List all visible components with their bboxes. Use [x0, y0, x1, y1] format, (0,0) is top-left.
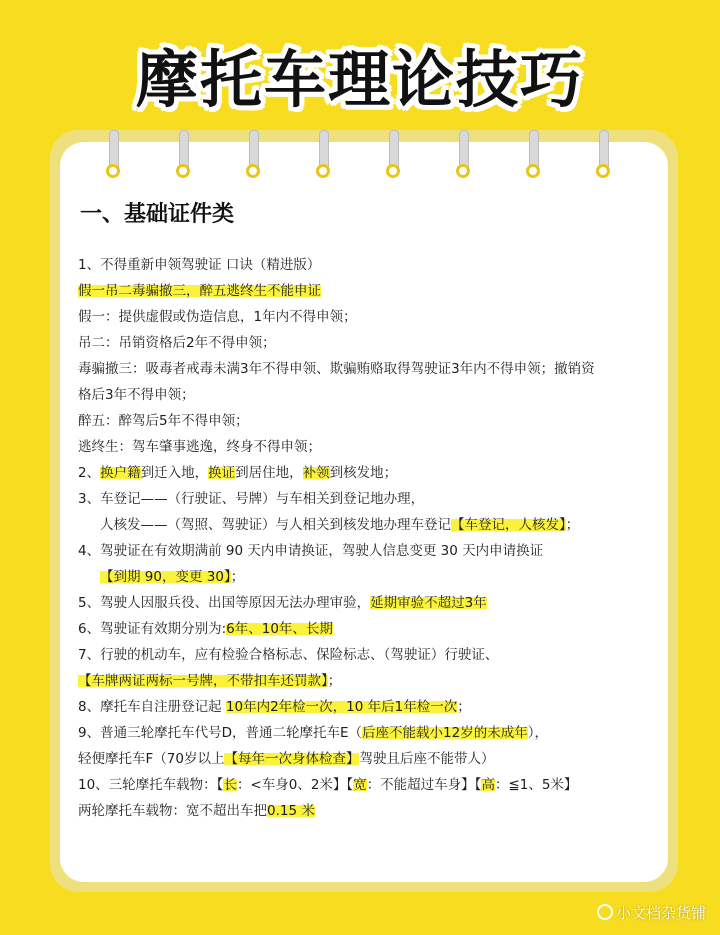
text-line: [78, 278, 662, 304]
binder-ring: [456, 130, 470, 180]
line-text: 2、: [78, 465, 101, 481]
highlighted-text: 延期审验不超过3年: [370, 595, 487, 611]
text-line: [78, 538, 662, 564]
binder-ring: [316, 130, 330, 180]
highlighted-text: 0.15 米: [267, 803, 315, 819]
highlighted-text: 宽: [353, 777, 367, 793]
line-text: 7、行驶的机动车，应有检验合格标志、保险标志、（驾驶证）行驶证、: [78, 647, 499, 663]
text-line: [78, 590, 662, 616]
highlighted-text: 10年内2年检一次，10 年后1年检一次: [225, 699, 458, 715]
line-text: 4、驾驶证在有效期满前 90 天内申请换证，驾驶人信息变更 30 天内申请换证: [78, 543, 544, 559]
line-text: ；: [230, 569, 245, 585]
content-lines: [78, 252, 662, 824]
highlighted-text: 【到期 90，变更 30】: [100, 569, 231, 585]
text-line: [78, 486, 662, 512]
highlighted-text: 6年、10年、长期: [226, 621, 333, 637]
line-text: ；: [565, 517, 580, 533]
binder-ring: [596, 130, 610, 180]
text-line: [78, 564, 662, 590]
text-line: [78, 694, 662, 720]
text-line: [78, 772, 662, 798]
line-text: 吊二：吊销资格后2年不得申领；: [78, 335, 276, 351]
line-text: ；: [327, 673, 342, 689]
text-line: [78, 408, 662, 434]
highlighted-text: 高: [481, 777, 495, 793]
binder-ring: [246, 130, 260, 180]
text-line: [78, 746, 662, 772]
line-text: 人核发——（驾照、驾驶证）与人相关到核发地办理车登记: [100, 517, 451, 533]
text-line: [78, 382, 662, 408]
line-text: ：≦1、5米】: [494, 777, 578, 793]
line-text: 毒骗撤三：吸毒者戒毒未满3年不得申领、欺骗贿赂取得驾驶证3年内不得申领；撤销资: [78, 361, 595, 377]
line-text: ：不能超过车身】【: [366, 777, 482, 793]
text-line: [78, 460, 662, 486]
text-line: [78, 642, 662, 668]
binder-ring: [526, 130, 540, 180]
line-text: 3、车登记——（行驶证、号牌）与车相关到登记地办理，: [78, 491, 425, 507]
line-text: 到迁入地，: [140, 465, 209, 481]
highlighted-text: 【车登记，人核发】: [451, 517, 566, 533]
text-line: [78, 356, 662, 382]
line-text: ；: [457, 699, 471, 715]
line-text: 5、驾驶人因服兵役、出国等原因无法办理审验，: [78, 595, 371, 611]
line-text: 假一：提供虚假或伪造信息，1年内不得申领；: [78, 309, 357, 325]
text-line: [78, 668, 662, 694]
line-text: 逃终生：驾车肇事逃逸，终身不得申领；: [78, 439, 321, 455]
highlighted-text: 长: [223, 777, 237, 793]
line-text: ：<车身0、2米】【: [236, 777, 354, 793]
highlighted-text: 换户籍: [100, 465, 141, 481]
text-line: [78, 720, 662, 746]
text-line: [78, 616, 662, 642]
line-text: 轻便摩托车F（70岁以上: [78, 751, 225, 767]
binder-ring: [106, 130, 120, 180]
text-line: [78, 512, 662, 538]
page-title: 摩托车理论技巧: [135, 43, 584, 116]
highlighted-text: 【每年一次身体检查】: [224, 751, 360, 767]
line-text: 1、不得重新申领驾驶证 口诀（精进版）: [78, 257, 321, 273]
highlighted-text: 【车牌两证两标一号牌，不带扣车还罚款】: [78, 673, 328, 689]
text-line: [78, 798, 662, 824]
line-text: 到核发地；: [329, 465, 398, 481]
watermark: [597, 902, 706, 923]
line-text: 两轮摩托车载物：宽不超出车把: [78, 803, 267, 819]
text-line: [78, 434, 662, 460]
line-text: 到居住地，: [235, 465, 303, 481]
highlighted-text: 补领: [302, 465, 330, 481]
binder-ring: [386, 130, 400, 180]
line-text: 10、三轮摩托车载物：【: [78, 777, 224, 793]
line-text: 格后3年不得申领；: [78, 387, 195, 403]
line-text: 6、驾驶证有效期分别为:: [78, 621, 227, 637]
text-line: [78, 252, 662, 278]
text-line: [78, 330, 662, 356]
line-text: ），: [527, 725, 548, 741]
line-text: 9、普通三轮摩托车代号D，普通二轮摩托车E（: [78, 725, 363, 741]
highlighted-text: 假一吊二毒骗撤三，醉五逃终生不能申证: [78, 283, 321, 299]
text-line: [78, 304, 662, 330]
toutiao-logo-icon: [597, 904, 613, 920]
highlighted-text: 换证: [208, 465, 236, 481]
line-text: 8、摩托车自注册登记起: [78, 699, 226, 715]
section-title: 一、基础证件类: [80, 202, 235, 227]
line-text: 醉五：醉驾后5年不得申领；: [78, 413, 249, 429]
highlighted-text: 后座不能载小12岁的未成年: [362, 725, 528, 741]
binder-ring: [176, 130, 190, 180]
watermark-text: 小文档杂货铺: [615, 904, 706, 922]
line-text: 驾驶且后座不能带人）: [359, 751, 495, 767]
